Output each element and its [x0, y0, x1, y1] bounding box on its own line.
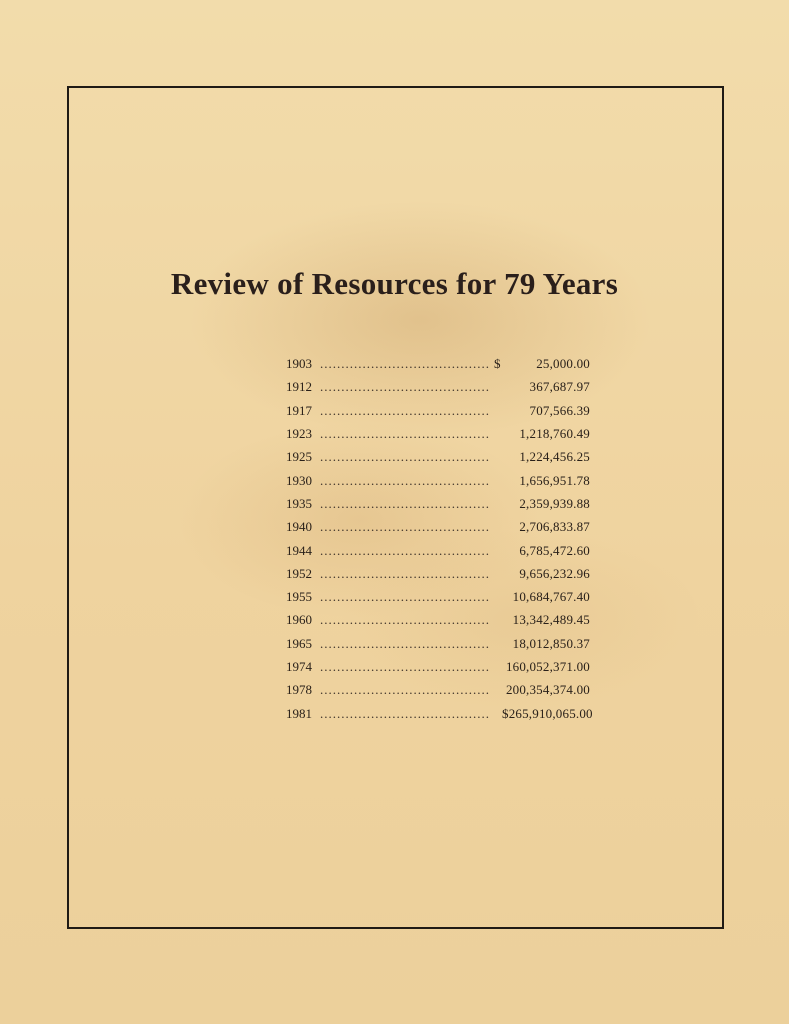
table-row: [286, 492, 590, 515]
amount-cell: 2,706,833.87: [519, 519, 590, 535]
dot-leader: ........................................: [320, 705, 490, 721]
year-cell: 1917: [286, 402, 312, 418]
dot-leader: ........................................: [320, 612, 490, 628]
amount-cell: 25,000.00: [536, 356, 590, 372]
table-row: [286, 468, 590, 491]
page-title: Review of Resources for 79 Years: [170, 266, 619, 301]
amount-cell: 160,052,371.00: [505, 659, 590, 674]
currency-symbol: $: [494, 356, 501, 372]
dot-leader: ........................................: [320, 565, 490, 581]
dot-leader: ........................................: [320, 426, 490, 442]
year-cell: 1981: [286, 705, 312, 721]
dot-leader: ........................................: [320, 402, 490, 418]
dot-leader: ........................................: [320, 542, 490, 558]
dot-leader: ........................................: [320, 472, 490, 488]
amount-cell: 367,687.97: [529, 379, 590, 395]
amount-cell: 13,342,489.45: [512, 612, 590, 628]
amount-cell: 707,566.39: [529, 402, 590, 418]
amount-cell: 10,684,767.40: [512, 589, 590, 605]
dot-leader: ........................................: [320, 495, 490, 511]
year-cell: 1935: [286, 495, 312, 511]
table-row: [286, 678, 590, 701]
table-row: [286, 375, 590, 398]
dot-leader: ........................................: [320, 379, 490, 395]
year-cell: 1903: [286, 356, 312, 372]
table-row: [286, 585, 590, 608]
table-row: [286, 538, 590, 561]
table-row: [286, 515, 590, 538]
dot-leader: ........................................: [320, 519, 490, 535]
amount-cell: 6,785,472.60: [519, 542, 590, 558]
dot-leader: ........................................: [320, 589, 490, 605]
amount-cell: 2,359,939.88: [519, 495, 590, 511]
amount-cell: 9,656,232.96: [519, 565, 590, 581]
table-row: [286, 632, 590, 655]
year-cell: 1960: [286, 612, 312, 628]
dot-leader: ........................................: [320, 449, 490, 465]
year-cell: 1955: [286, 589, 312, 605]
amount-cell: $265,910,065.00: [502, 705, 593, 721]
table-row: [286, 608, 590, 631]
year-cell: 1974: [286, 659, 312, 674]
dot-leader: ........................................: [320, 682, 490, 698]
year-cell: 1923: [286, 426, 312, 442]
year-cell: 1978: [286, 682, 312, 698]
dot-leader: ........................................: [320, 659, 490, 674]
year-cell: 1965: [286, 635, 312, 651]
table-row: [286, 422, 590, 445]
year-cell: 1925: [286, 449, 312, 465]
amount-cell: 200,354,374.00: [505, 682, 590, 698]
table-row: [286, 701, 593, 724]
year-cell: 1912: [286, 379, 312, 395]
table-row: [286, 655, 590, 678]
year-cell: 1952: [286, 565, 312, 581]
table-row: [286, 399, 590, 422]
dot-leader: ........................................: [320, 635, 490, 651]
year-cell: 1930: [286, 472, 312, 488]
amount-cell: 1,224,456.25: [519, 449, 590, 465]
amount-cell: 1,656,951.78: [519, 472, 590, 488]
year-cell: 1944: [286, 542, 312, 558]
amount-cell: 18,012,850.37: [512, 635, 590, 651]
dot-leader: ........................................: [320, 356, 490, 372]
amount-cell: 1,218,760.49: [519, 426, 590, 442]
table-row: [286, 562, 590, 585]
resources-table: [286, 352, 593, 725]
table-row: [286, 352, 590, 375]
year-cell: 1940: [286, 519, 312, 535]
table-row: [286, 445, 590, 468]
